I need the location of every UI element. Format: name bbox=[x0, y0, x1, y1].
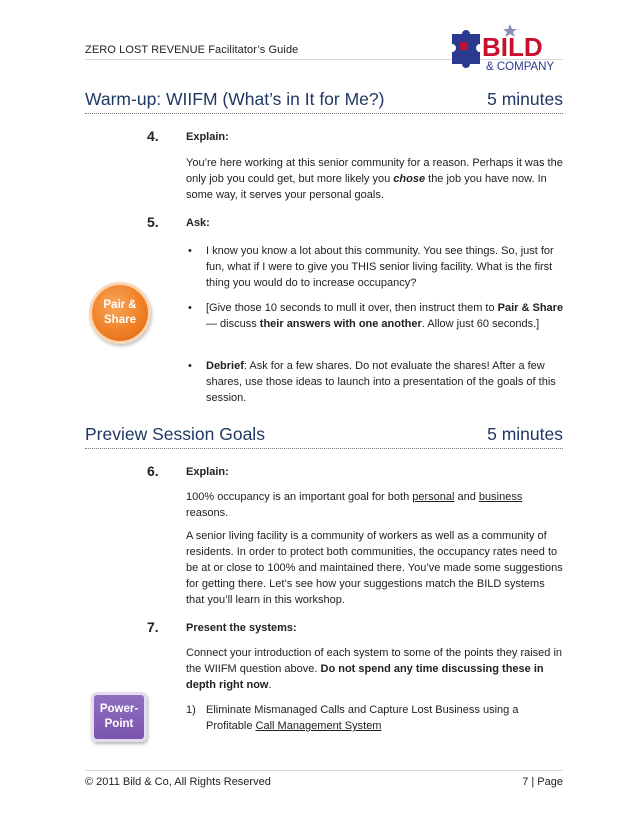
pair-share-badge: Pair & Share bbox=[89, 282, 151, 344]
step-label: Explain: bbox=[186, 131, 229, 143]
footer-copyright: © 2011 Bild & Co, All Rights Reserved bbox=[85, 776, 271, 788]
header-title: ZERO LOST REVENUE Facilitator’s Guide bbox=[85, 44, 299, 56]
step-label: Explain: bbox=[186, 466, 229, 478]
step-paragraph: 100% occupancy is an important goal for both personal and business reasons. bbox=[186, 491, 523, 519]
step-label: Present the systems: bbox=[186, 622, 297, 634]
footer-divider bbox=[85, 770, 563, 771]
bild-company-logo bbox=[446, 22, 566, 74]
step-number: 6. bbox=[147, 463, 159, 479]
list-item: 1) Eliminate Mismanaged Calls and Capture Lost Business using a Profitable Call Management System bbox=[186, 704, 519, 732]
section-duration: 5 minutes bbox=[487, 424, 563, 444]
footer-page-number: 7 | Page bbox=[522, 776, 563, 788]
powerpoint-badge: Power-Point bbox=[91, 692, 147, 742]
section-duration: 5 minutes bbox=[487, 89, 563, 109]
step-number: 5. bbox=[147, 214, 159, 230]
section-preview-goals bbox=[85, 423, 563, 449]
step-paragraph: You’re here working at this senior community for a reason. Perhaps it was the only job you could get, but more likely you chose the job you have now. In some way, it serves your personal goals. bbox=[186, 157, 563, 201]
list-item: • [Give those 10 seconds to mull it over, then instruct them to Pair & Share — discuss their answers with one another. Allow just 60 seconds.] bbox=[188, 302, 564, 330]
step-label: Ask: bbox=[186, 217, 210, 229]
logo-subtext: & COMPANY bbox=[486, 61, 555, 73]
step-number: 4. bbox=[147, 128, 159, 144]
section-title: Preview Session Goals bbox=[85, 424, 265, 444]
step-number: 7. bbox=[147, 619, 159, 635]
step-paragraph: Connect your introduction of each system to some of the points they raised in the WIIFM question above. Do not spend any time discussing these in depth right now. bbox=[186, 647, 563, 691]
section-warmup bbox=[85, 88, 563, 114]
logo-text: BILD bbox=[482, 32, 543, 62]
section-title: Warm-up: WIIFM (What’s in It for Me?) bbox=[85, 89, 385, 109]
list-item: • I know you know a lot about this community. You see things. So, just for fun, what if I were to give you THIS senior living facility. What is the first thing you would do to increase occupancy? bbox=[188, 245, 554, 289]
list-item: • Debrief: Ask for a few shares. Do not evaluate the shares! After a few shares, use those ideas to launch into a presentation of the goals of this session. bbox=[188, 360, 556, 404]
step-paragraph: A senior living facility is a community of workers as well as a community of residents. In order to protect both communities, the occupancy rates need to be at or close to 100% and maintained there. You’ve made some suggestions for getting there. Let’s see how your suggestions match the BILD systems that you’ll learn in this workshop. bbox=[186, 530, 563, 606]
